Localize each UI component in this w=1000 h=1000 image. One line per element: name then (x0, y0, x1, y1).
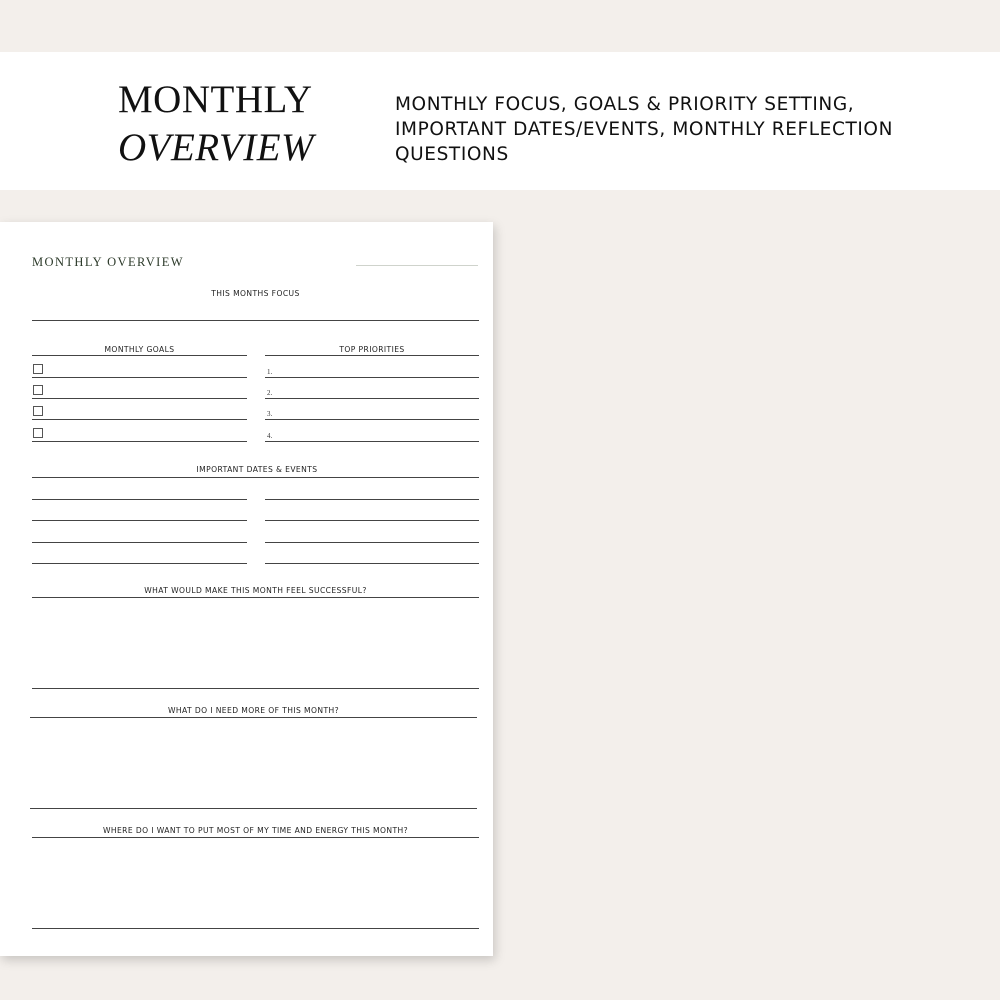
banner-description: MONTHLY FOCUS, GOALS & PRIORITY SETTING, IMPORTANT DATES/EVENTS, MONTHLY REFLECTION QUESTIONS (395, 94, 894, 165)
title-rule (356, 265, 478, 266)
priorities-header-line (265, 355, 479, 356)
question-time-bottom-line[interactable] (32, 928, 479, 929)
goal-checkbox[interactable] (33, 364, 43, 374)
focus-label: THIS MONTHS FOCUS (211, 289, 300, 298)
question-success-top-line (32, 597, 479, 598)
priority-line[interactable] (265, 398, 479, 399)
priority-number: 1. (267, 368, 273, 376)
date-line[interactable] (265, 563, 479, 564)
question-more-top-line (30, 717, 477, 718)
banner-title-line1: MONTHLY (118, 78, 313, 121)
priorities-label: TOP PRIORITIES (339, 345, 405, 354)
focus-line[interactable] (32, 320, 479, 321)
date-line[interactable] (32, 520, 247, 521)
dates-header-line (32, 477, 479, 478)
question-time-top-line (32, 837, 479, 838)
goal-line[interactable] (32, 377, 247, 378)
priority-number: 3. (267, 410, 273, 418)
question-time-label: WHERE DO I WANT TO PUT MOST OF MY TIME AND ENERGY THIS MONTH? (102, 826, 409, 835)
question-success-label: WHAT WOULD MAKE THIS MONTH FEEL SUCCESSFUL? (144, 586, 367, 595)
priority-line[interactable] (265, 419, 479, 420)
goal-checkbox[interactable] (33, 406, 43, 416)
priority-number: 4. (267, 432, 273, 440)
banner-title (118, 76, 314, 172)
banner-title-line2: OVERVIEW (118, 126, 315, 169)
date-line[interactable] (265, 499, 479, 500)
question-more-bottom-line[interactable] (30, 808, 477, 809)
date-line[interactable] (265, 542, 479, 543)
goals-label: MONTHLY GOALS (104, 345, 175, 354)
dates-label: IMPORTANT DATES & EVENTS (196, 465, 318, 474)
date-line[interactable] (32, 542, 247, 543)
sheet-title: MONTHLY OVERVIEW (32, 255, 184, 269)
question-success-bottom-line[interactable] (32, 688, 479, 689)
goals-header-line (32, 355, 247, 356)
date-line[interactable] (32, 499, 247, 500)
goal-line[interactable] (32, 441, 247, 442)
goal-line[interactable] (32, 398, 247, 399)
date-line[interactable] (265, 520, 479, 521)
goal-checkbox[interactable] (33, 428, 43, 438)
priority-number: 2. (267, 389, 273, 397)
priority-line[interactable] (265, 377, 479, 378)
priority-line[interactable] (265, 441, 479, 442)
planner-sheet (0, 222, 493, 956)
goal-line[interactable] (32, 419, 247, 420)
goal-checkbox[interactable] (33, 385, 43, 395)
question-more-label: WHAT DO I NEED MORE OF THIS MONTH? (167, 706, 340, 715)
date-line[interactable] (32, 563, 247, 564)
